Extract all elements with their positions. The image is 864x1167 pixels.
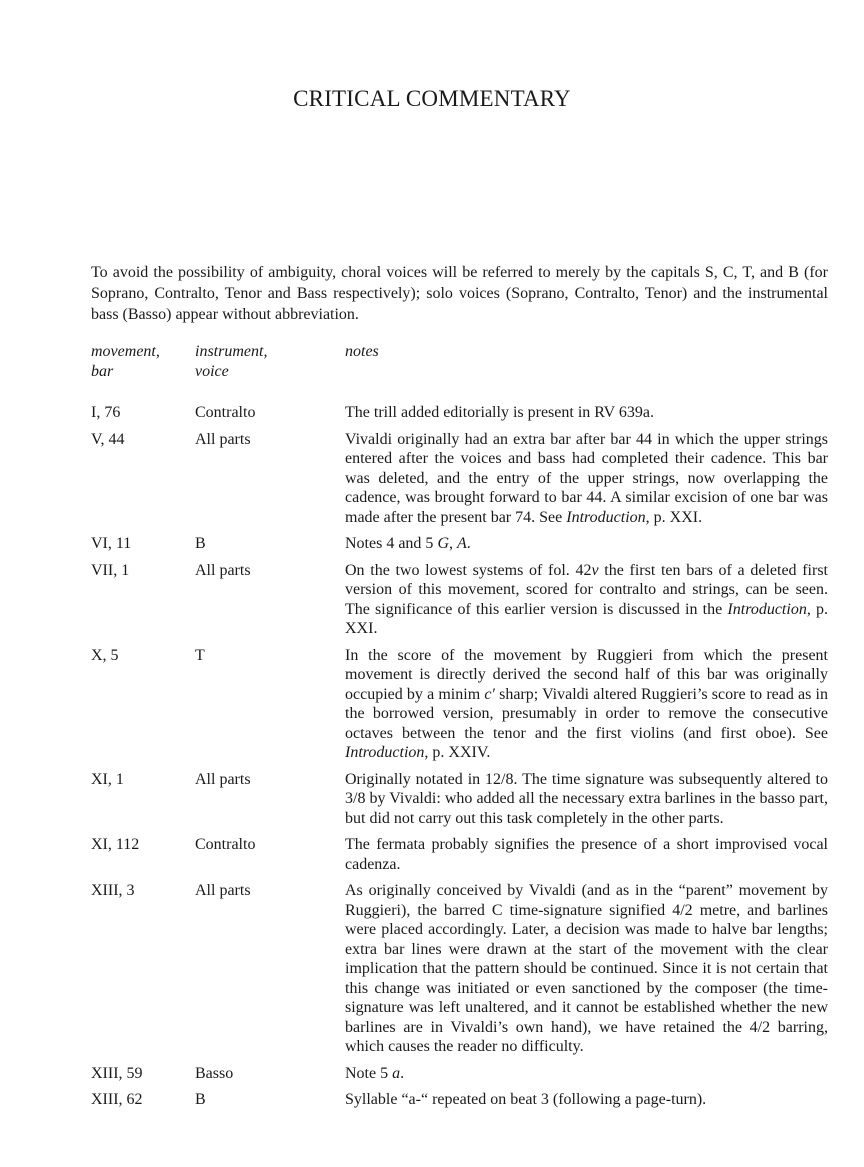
note-text: , p. XXI. xyxy=(645,508,703,526)
note-text: Vivaldi originally had an extra bar after bar 44 in which the upper strings entered after the voices and bass had completed their cadence. This bar was deleted, and the entry of the upper strings, now overlapping the cadence, was brought forward to bar 44. A similar excision of one bar was made after the present bar 74. See xyxy=(345,430,828,526)
entry-location: XI, 1 xyxy=(91,770,124,788)
entry-part: All parts xyxy=(195,770,251,788)
note-text: , p. XXIV. xyxy=(424,744,491,761)
note-text: the first ten bars of a deleted first version of this movement, scored for contralto and strings, can be seen. The significance of this earlier version is discussed in the xyxy=(345,561,828,618)
note-italic-pitch: a xyxy=(392,1064,401,1082)
entry-note: As originally conceived by Vivaldi (and as in the “parent” movement by Ruggieri), the barred C time-signature signified 4/2 metre, and barlines were placed accordingly. Later, a decision was made to halve bar lengths; extra bar lines were drawn at the start of the movement with the clear implication that the pattern should be continued. Since it is not certain that this change was initiated or even sanctioned by the composer (the time-signature was left unaltered, and it cannot be established whether the new barlines are in Vivaldi’s own hand), we have retained the 4/2 barring, which causes the reader no difficulty. xyxy=(345,882,828,1055)
header-notes: notes xyxy=(345,343,379,360)
note-text: . xyxy=(400,1064,405,1082)
note-italic-folio: v xyxy=(591,561,599,579)
entry-note: The fermata probably signifies the presence of a short improvised vocal cadenza. xyxy=(345,836,828,873)
note-italic-ref: Introduction xyxy=(566,508,646,526)
commentary-entry xyxy=(91,403,828,423)
commentary-entry xyxy=(91,1090,828,1110)
entry-note: Originally notated in 12/8. The time signature was subsequently altered to 3/8 by Vivaldi: who added all the necessary extra barlines in the basso part, but did not carry out this task completely in the other parts. xyxy=(345,770,828,827)
commentary-entry xyxy=(91,430,828,528)
entry-location: XIII, 59 xyxy=(91,1064,143,1082)
commentary-entry xyxy=(91,835,828,874)
entry-part: T xyxy=(195,646,205,664)
header-instrument xyxy=(195,342,345,382)
entry-location: V, 44 xyxy=(91,430,125,448)
note-text: , xyxy=(449,535,457,552)
note-italic-pitch: A xyxy=(457,535,467,552)
entry-note xyxy=(345,534,828,554)
entry-location: XIII, 3 xyxy=(91,882,135,899)
note-text: sharp; Vivaldi altered Ruggieri’s score to read as in the borrowed version, presumably in order to remove the consecutive octaves between the tenor and the first violins (and first oboe). See xyxy=(345,685,828,742)
note-text: Note 5 xyxy=(345,1064,393,1082)
entry-part: Contralto xyxy=(195,836,256,853)
entry-part: All parts xyxy=(195,430,251,448)
commentary-entry xyxy=(91,561,828,639)
page-title: CRITICAL COMMENTARY xyxy=(293,86,571,111)
commentary-entry xyxy=(91,646,828,763)
entry-part: Basso xyxy=(195,1064,234,1082)
entry-location: VI, 11 xyxy=(91,535,132,552)
entry-part: B xyxy=(195,535,206,552)
header-movement xyxy=(91,342,191,382)
note-text: , p. XXI. xyxy=(345,600,829,637)
entry-note xyxy=(345,1064,828,1084)
entry-part: All parts xyxy=(195,882,251,899)
commentary-entry xyxy=(91,881,828,1057)
commentary-entry xyxy=(91,534,828,554)
intro-paragraph: To avoid the possibility of ambiguity, choral voices will be referred to merely by the capitals S, C, T, and B (for Soprano, Contralto, Tenor and Bass respectively); solo voices (Soprano, Contralto, Tenor) and the instrumental bass (Basso) appear without abbreviation. xyxy=(91,264,828,323)
header-movement-line1: movement, xyxy=(91,343,160,360)
entry-part: All parts xyxy=(195,561,251,579)
entry-note xyxy=(345,561,828,639)
note-italic-ref: Introduction xyxy=(727,600,807,618)
header-movement-line2: bar xyxy=(91,363,114,380)
entry-location: VII, 1 xyxy=(91,561,130,579)
entry-note: The trill added editorially is present in RV 639a. xyxy=(345,404,655,421)
entry-location: X, 5 xyxy=(91,646,119,664)
entry-note xyxy=(345,430,828,528)
note-italic-ref: Introduction xyxy=(345,744,425,761)
commentary-list xyxy=(91,403,828,1117)
header-instrument-line1: instrument, xyxy=(195,343,268,360)
header-instrument-line2: voice xyxy=(195,363,229,380)
note-italic-pitch: c′ xyxy=(484,685,495,703)
entry-location: XIII, 62 xyxy=(91,1091,143,1108)
entry-part: B xyxy=(195,1091,206,1108)
entry-location: XI, 112 xyxy=(91,836,140,853)
commentary-entry xyxy=(91,1064,828,1084)
entry-note: Syllable “a-“ repeated on beat 3 (following a page-turn). xyxy=(345,1091,707,1108)
note-text: . xyxy=(466,535,471,552)
note-italic-pitch: G xyxy=(437,535,449,552)
entry-part: Contralto xyxy=(195,404,256,421)
note-text: In the score of the movement by Ruggieri from which the present movement is directly derived the second half of this bar was originally occupied by a minim xyxy=(345,646,828,703)
entry-note xyxy=(345,646,828,763)
commentary-entry xyxy=(91,770,828,829)
note-text: Notes 4 and 5 xyxy=(345,535,438,552)
note-text: On the two lowest systems of fol. 42 xyxy=(345,561,592,579)
entry-location: I, 76 xyxy=(91,404,121,421)
